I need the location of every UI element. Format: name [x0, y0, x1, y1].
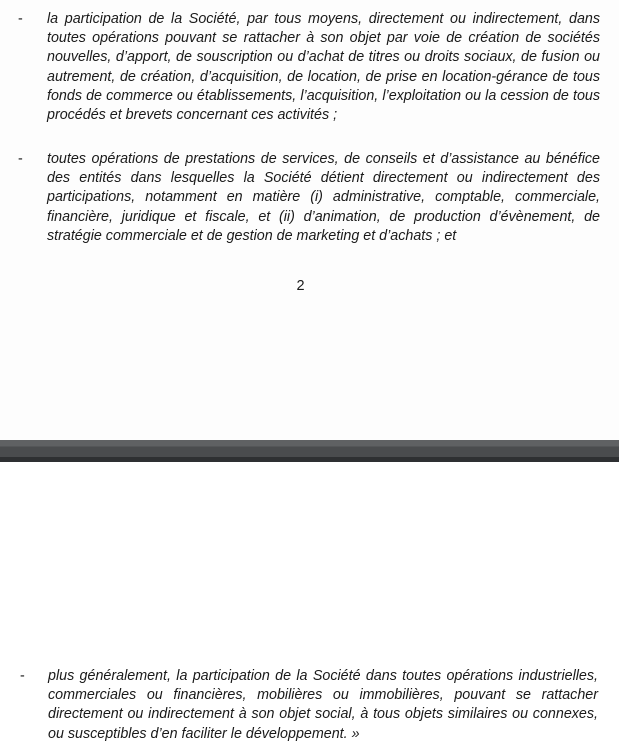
list-item-text: la participation de la Société, par tous moyens, directement ou indirectement, dans toutes opérations pouvant se rattacher à son objet par voie de création de sociétés nouvelles, d’apport, de souscription ou d’achat de titres ou droits sociaux, de fusion ou autrement, de création, d’acquisition, de location, de prise en location-gérance de tous fonds de commerce ou établissements, l’acquisition, l’exploitation ou la cession de tous procédés et brevets concernant ces activités ;: [47, 11, 600, 124]
list-item: [18, 10, 600, 125]
list-item-text: toutes opérations de prestations de services, de conseils et d’assistance au bénéfice des entités dans lesquelles la Société détient directement ou indirectement des participations, notamment en matière (i) administrative, comptable, commerciale, financière, juridique et fiscale, et (ii) d’animation, de production d’évènement, de stratégie commerciale et de gestion de marketing et d’achats ; et: [47, 151, 600, 244]
list-item: [18, 150, 600, 246]
page-number: 2: [296, 278, 305, 294]
list-item-marker: -: [18, 11, 23, 27]
list-item-text: plus généralement, la participation de la Société dans toutes opérations industrielles, commerciales ou financières, mobilières ou immobilières, pouvant se rattacher directement ou indirectement à son objet social, à tous objets similaires ou connexes, ou susceptibles d’en faciliter le développement. »: [48, 668, 598, 742]
list-item-marker: -: [20, 668, 25, 684]
list-item-marker: -: [18, 151, 23, 167]
page-divider: [0, 440, 619, 462]
list-item: [20, 667, 598, 744]
